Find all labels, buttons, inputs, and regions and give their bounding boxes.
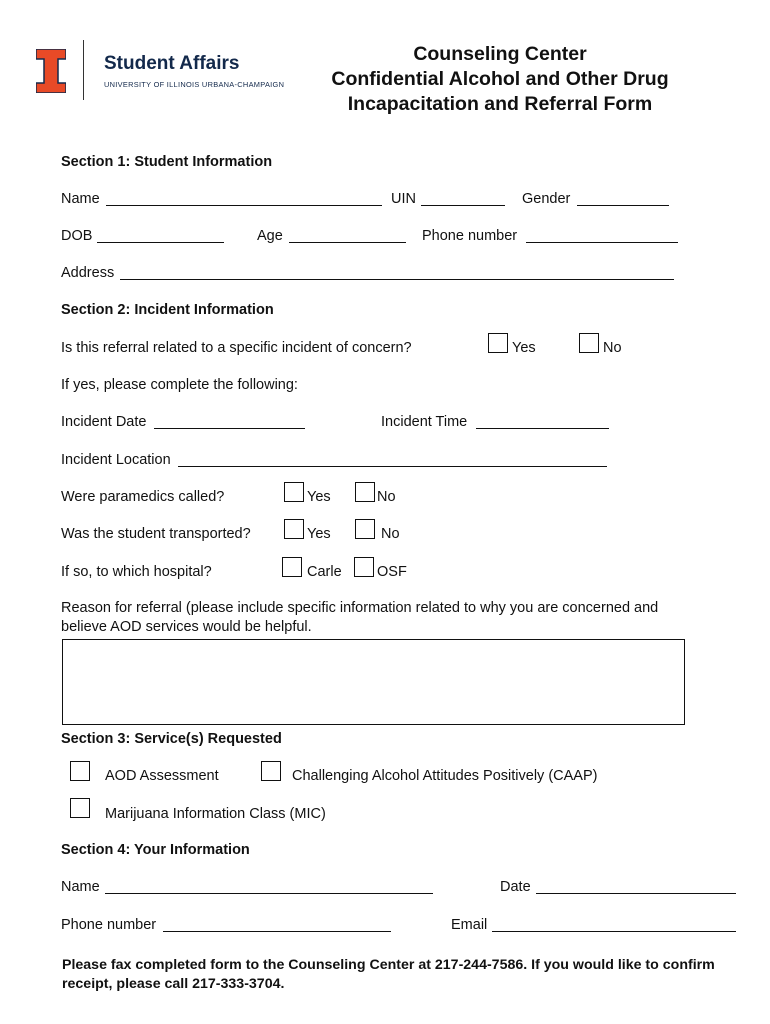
section-3-heading: Section 3: Service(s) Requested	[61, 731, 282, 747]
hospital-label: If so, to which hospital?	[61, 564, 212, 580]
referrer-date-label: Date	[500, 879, 531, 895]
mic-label: Marijuana Information Class (MIC)	[105, 806, 326, 822]
incident-date-label: Incident Date	[61, 414, 147, 430]
dob-label: DOB	[61, 228, 93, 244]
if-yes-instruction: If yes, please complete the following:	[61, 377, 298, 393]
paramedics-yes-checkbox[interactable]	[284, 482, 304, 502]
section-1-heading: Section 1: Student Information	[61, 154, 273, 170]
referrer-name-field[interactable]	[105, 893, 433, 894]
specific-incident-yes-checkbox[interactable]	[488, 333, 508, 353]
caap-label: Challenging Alcohol Attitudes Positively (CAAP)	[292, 768, 598, 784]
mic-checkbox[interactable]	[70, 798, 90, 818]
brand-subtitle: UNIVERSITY OF ILLINOIS URBANA-CHAMPAIGN	[104, 80, 285, 89]
incident-time-label: Incident Time	[381, 414, 468, 430]
specific-incident-no-label: No	[603, 340, 622, 356]
referrer-email-label: Email	[451, 917, 488, 933]
uin-field[interactable]	[421, 205, 505, 206]
reason-for-referral-textarea[interactable]	[62, 639, 685, 725]
dob-field[interactable]	[97, 242, 224, 243]
hospital-osf-checkbox[interactable]	[354, 557, 374, 577]
age-field[interactable]	[289, 242, 406, 243]
gender-label: Gender	[522, 191, 571, 207]
transported-no-checkbox[interactable]	[355, 519, 375, 539]
form-title-line-1: Counseling Center	[413, 43, 587, 65]
paramedics-yes-label: Yes	[307, 489, 331, 505]
illinois-block-i-logo	[36, 49, 66, 93]
incident-location-label: Incident Location	[61, 452, 171, 468]
section-2-heading: Section 2: Incident Information	[61, 302, 274, 318]
gender-field[interactable]	[577, 205, 669, 206]
form-title-line-3: Incapacitation and Referral Form	[347, 93, 653, 115]
hospital-osf-label: OSF	[377, 564, 407, 580]
aod-assessment-checkbox[interactable]	[70, 761, 90, 781]
form-title-line-2: Confidential Alcohol and Other Drug	[331, 68, 669, 90]
referrer-date-field[interactable]	[536, 893, 736, 894]
address-field[interactable]	[120, 279, 674, 280]
specific-incident-yes-label: Yes	[512, 340, 536, 356]
header-divider	[83, 40, 84, 100]
student-name-label: Name	[61, 191, 100, 207]
fax-instructions: Please fax completed form to the Counseling Center at 217-244-7586. If you would like to confirm receipt, please call 217-333-3704.	[62, 957, 715, 992]
reason-for-referral-label: Reason for referral (please include specific information related to why you are concerned and believe AOD services would be helpful.	[61, 600, 659, 635]
transported-yes-checkbox[interactable]	[284, 519, 304, 539]
section-4-heading: Section 4: Your Information	[61, 842, 250, 858]
uin-label: UIN	[391, 191, 416, 207]
referrer-name-label: Name	[61, 879, 100, 895]
transported-label: Was the student transported?	[61, 526, 251, 542]
aod-assessment-label: AOD Assessment	[105, 768, 219, 784]
incident-date-field[interactable]	[154, 428, 305, 429]
incident-time-field[interactable]	[476, 428, 609, 429]
incident-location-field[interactable]	[178, 466, 607, 467]
hospital-carle-checkbox[interactable]	[282, 557, 302, 577]
phone-field[interactable]	[526, 242, 678, 243]
caap-checkbox[interactable]	[261, 761, 281, 781]
referrer-phone-field[interactable]	[163, 931, 391, 932]
hospital-carle-label: Carle	[307, 564, 342, 580]
referrer-email-field[interactable]	[492, 931, 736, 932]
specific-incident-no-checkbox[interactable]	[579, 333, 599, 353]
transported-no-label: No	[381, 526, 400, 542]
student-name-field[interactable]	[106, 205, 382, 206]
specific-incident-question: Is this referral related to a specific incident of concern?	[61, 340, 412, 356]
paramedics-label: Were paramedics called?	[61, 489, 225, 505]
paramedics-no-label: No	[377, 489, 396, 505]
referrer-phone-label: Phone number	[61, 917, 157, 933]
address-label: Address	[61, 265, 115, 281]
brand-title: Student Affairs	[104, 53, 240, 74]
paramedics-no-checkbox[interactable]	[355, 482, 375, 502]
age-label: Age	[257, 228, 283, 244]
form-title	[310, 42, 690, 117]
phone-label: Phone number	[422, 228, 518, 244]
transported-yes-label: Yes	[307, 526, 331, 542]
